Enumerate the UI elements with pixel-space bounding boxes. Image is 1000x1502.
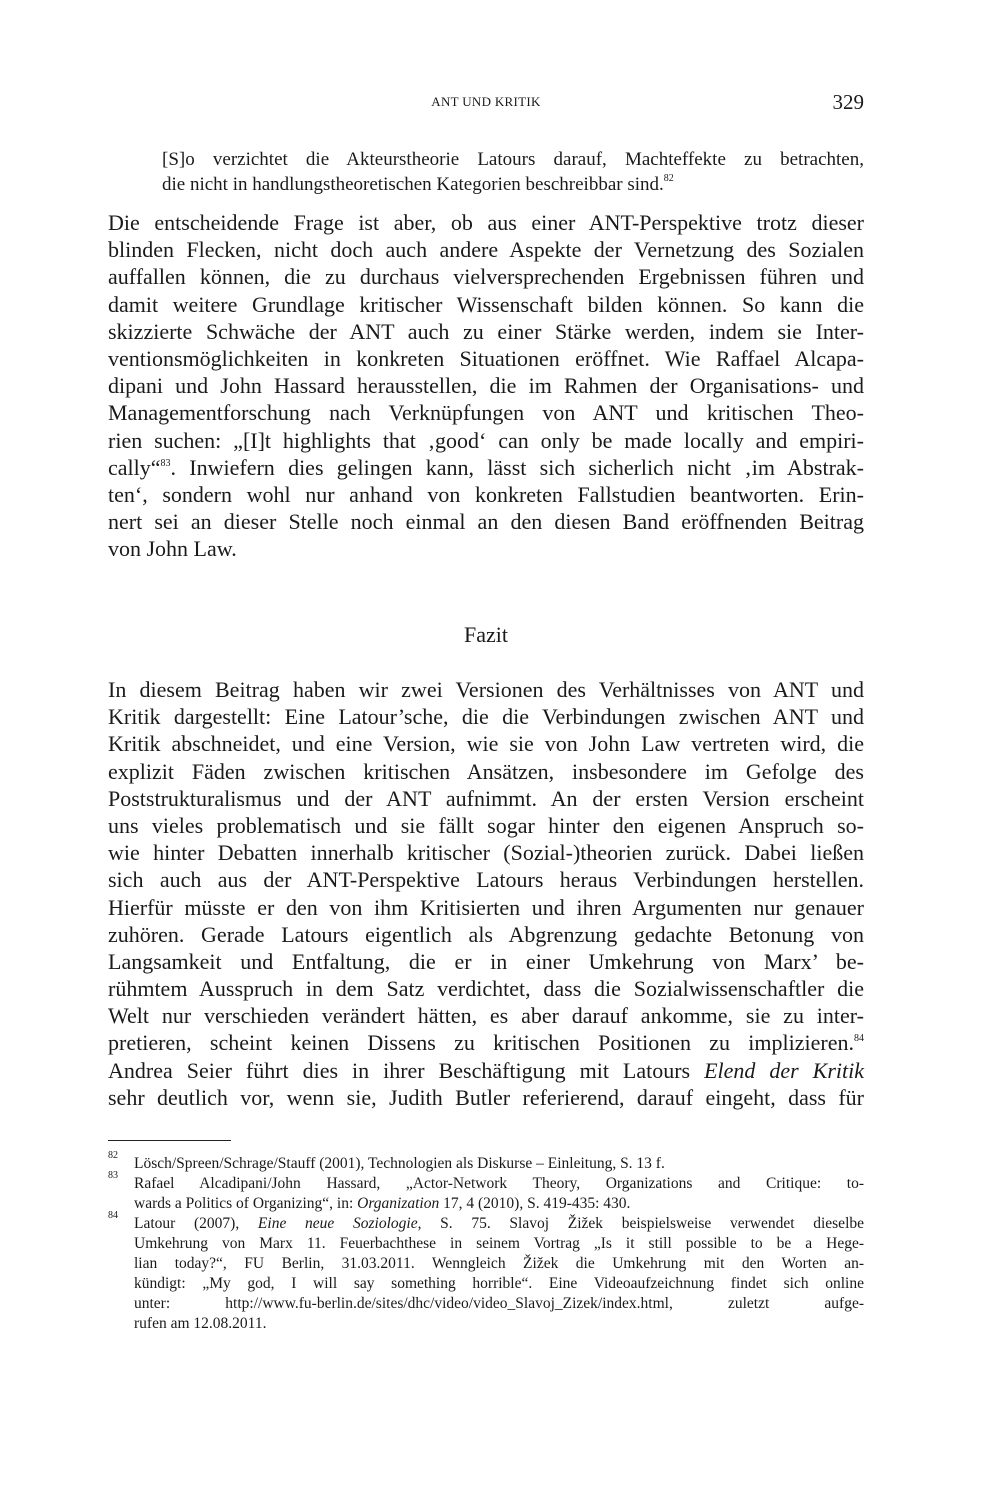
text-line: sehr deutlich vor, wenn sie, Judith Butler referierend, darauf eingeht, dass für <box>108 1084 864 1110</box>
text-line: In diesem Beitrag haben wir zwei Versionen des Verhältnisses von ANT und <box>108 677 864 702</box>
running-head <box>108 90 864 120</box>
text-line: nert sei an dieser Stelle noch einmal an den diesen Band eröffnenden Beitrag <box>108 509 864 535</box>
footnote-line: Latour (2007), Eine neue Soziologie, S. 75. Slavoj Žižek beispielsweise verwendet dieselbe <box>134 1215 864 1232</box>
text-line: blinden Flecken, nicht doch auch andere Aspekte der Vernetzung des Sozialen <box>108 237 864 263</box>
footnotes <box>108 1150 864 1334</box>
text-line: sich auch aus der ANT-Perspektive Latours heraus Verbindungen herstellen. <box>108 867 864 893</box>
footnote-line: Lösch/Spreen/Schrage/Stauff (2001), Technologien als Diskurse – Einleitung, S. 13 f. <box>134 1155 665 1172</box>
text-line: Poststrukturalismus und der ANT aufnimmt. An der ersten Version erscheint <box>108 785 864 811</box>
text-line: rühmtem Ausspruch in dem Satz verdichtet, dass die Sozialwissenschaftler die <box>108 976 864 1002</box>
text-line: dipani und John Hassard herausstellen, die im Rahmen der Organisations- und <box>108 373 864 399</box>
text-line: auffallen können, die zu durchaus vielversprechenden Ergebnissen führen und <box>108 264 864 290</box>
footnote-line: rufen am 12.08.2011. <box>134 1315 267 1332</box>
text-line: Kritik abschneidet, und eine Version, wie sie von John Law vertreten wird, die <box>108 731 864 757</box>
text-line: Andrea Seier führt dies in ihrer Beschäftigung mit Latours Elend der Kritik <box>108 1057 864 1083</box>
text-line: rien suchen: „[I]t highlights that ‚good‘ can only be made locally and empiri- <box>108 427 864 453</box>
text-line: Welt nur verschieden verändert hätten, es aber darauf ankomme, sie zu inter- <box>108 1003 864 1029</box>
footnote-ref: 83 <box>160 457 171 469</box>
text-line: ventionsmöglichkeiten in konkreten Situationen eröffnet. Wie Raffael Alcapa- <box>108 345 864 371</box>
footnote-number: 84 <box>108 1210 118 1221</box>
footnote-84 <box>108 1210 864 1334</box>
text-line: Die entscheidende Frage ist aber, ob aus einer ANT-Perspektive trotz dieser <box>108 210 864 235</box>
text-line: damit weitere Grundlage kritischer Wissenschaft bilden können. So kann die <box>108 291 864 317</box>
footnote-number: 83 <box>108 1170 118 1181</box>
text-line: zuhören. Gerade Latours eigentlich als Abgrenzung gedachte Betonung von <box>108 921 864 947</box>
text-line: Hierfür müsste er den von ihm Kritisierten und ihren Argumenten nur genauer <box>108 894 864 920</box>
page-number: 329 <box>832 90 864 114</box>
running-title: ANT UND KRITIK <box>431 94 541 109</box>
paragraph-2 <box>108 676 864 1111</box>
footnote-divider <box>108 1140 231 1141</box>
footnote-line: lian today?“, FU Berlin, 31.03.2011. Wenngleich Žižek die Umkehrung mit den Worten an- <box>134 1255 864 1272</box>
text-line: explizit Fäden zwischen kritischen Ansätzen, insbesondere im Gefolge des <box>108 758 864 784</box>
paragraph-1 <box>108 209 864 562</box>
text-line: Managementforschung nach Verknüpfungen von ANT und kritischen Theo- <box>108 400 864 426</box>
footnote-line: Umkehrung von Marx 11. Feuerbachthese in seinem Vortrag „Is it still possible to be a Hege- <box>134 1235 864 1252</box>
footnote-number: 82 <box>108 1150 118 1161</box>
footnote-ref: 84 <box>854 1033 864 1045</box>
text-line: pretieren, scheint keinen Dissens zu kritischen Positionen zu implizieren.$^{84}$ <box>108 1030 864 1056</box>
quote-line: die nicht in handlungstheoretischen Kategorien beschreibbar sind.$^{82}$ <box>162 173 674 195</box>
block-quote <box>162 147 864 197</box>
text-line: wie hinter Debatten innerhalb kritischer (Sozial-)theorien zurück. Dabei ließen <box>108 840 864 866</box>
text-line: cally“$^{83}$. Inwiefern dies gelingen kann, lässt sich sicherlich nicht ‚im Abstrak- <box>108 454 864 480</box>
footnote-ref: 82 <box>663 173 674 184</box>
text-line: Kritik dargestellt: Eine Latour’sche, die die Verbindungen zwischen ANT und <box>108 704 864 730</box>
text-line: uns vieles problematisch und sie fällt sogar hinter den eigenen Anspruch so- <box>108 812 864 838</box>
text-line: Langsamkeit und Entfaltung, die er in einer Umkehrung von Marx’ be- <box>108 948 864 974</box>
footnote-line: kündigt: „My god, I will say something horrible“. Eine Videoaufzeichnung findet sich online <box>134 1275 864 1292</box>
footnote-82 <box>108 1150 864 1174</box>
footnote-line: unter: http://www.fu-berlin.de/sites/dhc/video/video_Slavoj_Zizek/index.html, zuletzt aufge- <box>134 1295 864 1312</box>
text-line: skizzierte Schwäche der ANT auch zu einer Stärke werden, indem sie Inter- <box>108 318 864 344</box>
text-line: ten‘, sondern wohl nur anhand von konkreten Fallstudien beantworten. Erin- <box>108 481 864 507</box>
footnote-line: Rafael Alcadipani/John Hassard, „Actor-Network Theory, Organizations and Critique: to- <box>134 1175 864 1192</box>
section-heading: Fazit <box>464 622 508 647</box>
footnote-83 <box>108 1170 864 1214</box>
italic-title: Elend der Kritik <box>704 1057 864 1083</box>
quote-line: [S]o verzichtet die Akteurstheorie Latours darauf, Machteffekte zu betrachten, <box>162 149 864 170</box>
text-line: von John Law. <box>108 536 237 562</box>
footnote-line: wards a Politics of Organizing“, in: Organization 17, 4 (2010), S. 419-435: 430. <box>134 1195 631 1212</box>
